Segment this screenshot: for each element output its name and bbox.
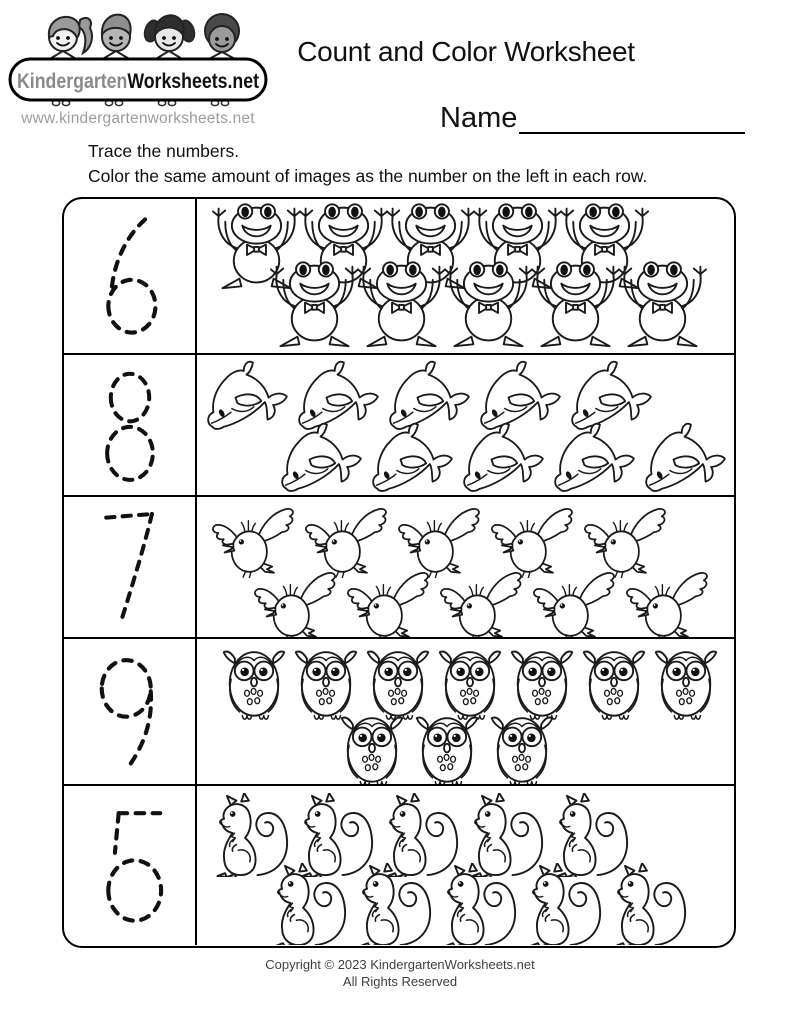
logo-brand-gray: Kindergarten	[17, 70, 148, 93]
owl-icon	[579, 643, 649, 723]
page-title: Count and Color Worksheet	[297, 36, 635, 67]
bird-bot-line	[197, 568, 734, 637]
worksheet-table	[62, 197, 736, 948]
dolphin-bot-line	[197, 421, 734, 495]
kids-logo-illustration	[6, 6, 270, 110]
images-cell	[197, 786, 734, 945]
worksheet-row-frog	[64, 199, 734, 355]
squirrel-icon	[354, 863, 446, 945]
logo-brand-black: Worksheets.net	[127, 70, 270, 93]
owl-icon	[337, 709, 407, 784]
squirrel-bot-line	[197, 863, 734, 945]
logo-brand-text	[17, 70, 270, 93]
bird-icon	[484, 504, 584, 578]
logo-kid-girl2	[142, 15, 197, 51]
bird-icon	[577, 504, 677, 578]
logo-kid-boy2	[205, 14, 239, 52]
trace-number-cell	[64, 497, 197, 637]
dolphin-icon	[637, 421, 732, 495]
dashed-trace-number-6	[80, 210, 180, 342]
instruction-line-1: Trace the numbers.	[88, 141, 240, 161]
bird-top-line	[197, 504, 734, 578]
dolphin-icon	[546, 421, 641, 495]
owl-icon	[412, 709, 482, 784]
bird-icon	[340, 568, 440, 637]
name-blank-line[interactable]	[519, 132, 745, 134]
images-cell	[197, 639, 734, 784]
footer	[0, 956, 800, 990]
dolphin-icon	[364, 421, 459, 495]
footer-rights: All Rights Reserved	[342, 974, 458, 989]
dolphin-icon	[273, 421, 368, 495]
frog-icon	[354, 259, 449, 349]
trace-number-cell	[64, 786, 197, 945]
frog-bot-line	[197, 259, 734, 349]
site-url: www.kindergartenworksheets.net	[21, 110, 255, 127]
bird-icon	[298, 504, 398, 578]
owl-icon	[487, 709, 557, 784]
squirrel-icon	[439, 863, 531, 945]
squirrel-icon	[524, 863, 616, 945]
worksheet-row-squirrel	[64, 786, 734, 945]
footer-copyright: Copyright © 2023 KindergartenWorksheets.net	[265, 957, 535, 972]
trace-number-cell	[64, 199, 197, 353]
squirrel-icon	[609, 863, 701, 945]
dolphin-icon	[455, 421, 550, 495]
name-label: Name	[440, 102, 518, 134]
bird-icon	[247, 568, 347, 637]
trace-number-cell	[64, 355, 197, 495]
worksheet-row-owl	[64, 639, 734, 786]
worksheet-row-bird	[64, 497, 734, 639]
images-cell	[197, 497, 734, 637]
owl-icon	[219, 643, 289, 723]
trace-number-cell	[64, 639, 197, 784]
owl-icon	[651, 643, 721, 723]
bird-icon	[619, 568, 719, 637]
logo-kid-boy1	[102, 15, 131, 51]
site-logo	[6, 6, 270, 110]
dashed-trace-number-7	[80, 503, 180, 631]
dashed-trace-number-8	[80, 361, 180, 489]
bird-icon	[391, 504, 491, 578]
instruction-line-2: Color the same amount of images as the number on the left in each row.	[88, 166, 648, 186]
bird-icon	[433, 568, 533, 637]
frog-icon	[267, 259, 362, 349]
images-cell	[197, 199, 734, 353]
bird-icon	[526, 568, 626, 637]
frog-icon	[528, 259, 623, 349]
dashed-trace-number-9	[80, 646, 180, 778]
squirrel-icon	[269, 863, 361, 945]
frog-icon	[441, 259, 536, 349]
logo-kid-girl1	[49, 17, 92, 53]
frog-icon	[615, 259, 710, 349]
bird-icon	[205, 504, 305, 578]
images-cell	[197, 355, 734, 495]
worksheet-row-dolphin	[64, 355, 734, 497]
dashed-trace-number-5	[80, 800, 180, 932]
